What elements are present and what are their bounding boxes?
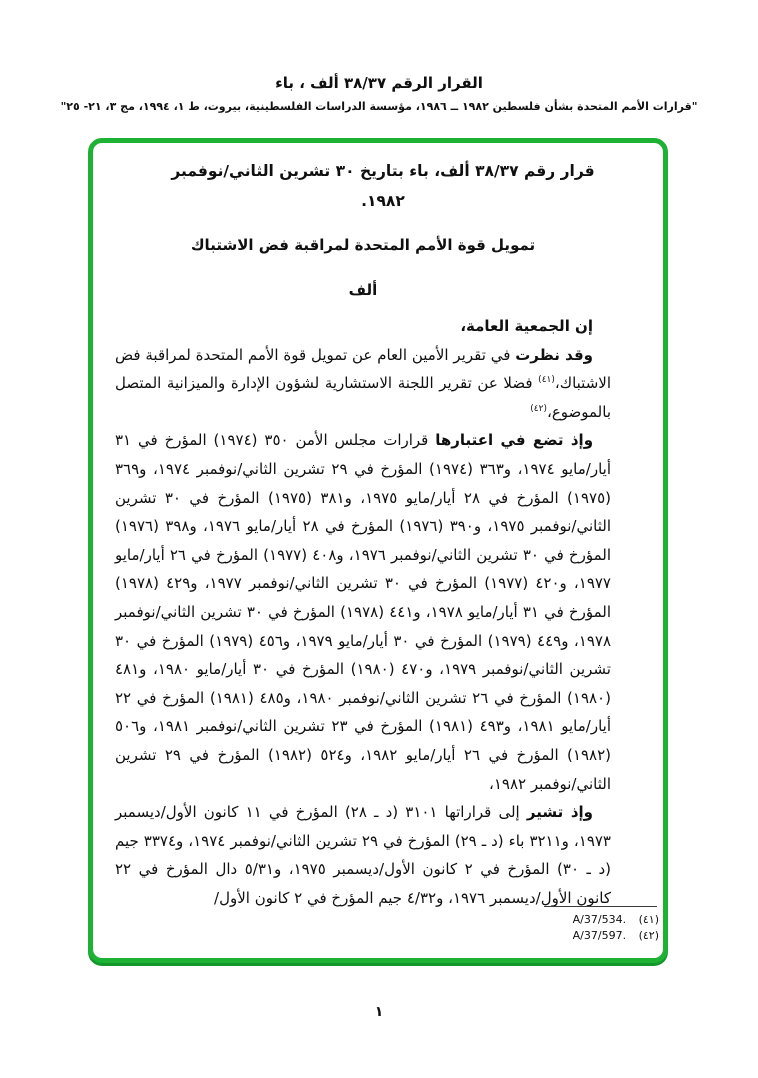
- paragraph-lead: وإذ تضع في اعتبارها: [435, 431, 594, 450]
- page-title: القرار الرقم ٣٨/٣٧ ألف ، باء: [275, 74, 483, 92]
- resolution-heading: [155, 156, 611, 216]
- source-citation: "قرارات الأمم المتحدة بشأن فلسطين ١٩٨٢ ــ ١٩٨٦، مؤسسة الدراسات الفلسطينية، بيروت، ط ١، ١٩٩٤، مج ٣، ٢١- ٢٥": [60, 100, 698, 113]
- section-label-alef: ألف: [348, 281, 378, 299]
- footnote-separator-rule: [544, 906, 657, 907]
- paragraph-having-considered: [115, 341, 611, 427]
- paragraph-text: قرارات مجلس الأمن ٣٥٠ (١٩٧٤) المؤرخ في ٣١ أيار/مايو ١٩٧٤، و٣٦٣ (١٩٧٤) المؤرخ في ٢٩ تشرين الثاني/نوفمبر ١٩٧٤، و٣٦٩ (١٩٧٥) المؤرخ في ٢٨ أيار/مايو ١٩٧٥، و٣٨١ (١٩٧٥) المؤرخ في ٣٠ تشرين الثاني/نوفمبر ١٩٧٥، و٣٩٠ (١٩٧٦) المؤرخ في ٢٨ أيار/مايو ١٩٧٦، و٣٩٨ (١٩٧٦) المؤرخ في ٣٠ تشرين الثاني/نوفمبر ١٩٧٦، و٤٠٨ (١٩٧٧) المؤرخ في ٢٦ أيار/مايو ١٩٧٧، و٤٢٠ (١٩٧٧) المؤرخ في ٣٠ تشرين الثاني/نوفمبر ١٩٧٧، و٤٢٩ (١٩٧٨) المؤرخ في ٣١ أيار/مايو ١٩٧٨، و٤٤١ (١٩٧٨) المؤرخ في ٣٠ تشرين الثاني/نوفمبر ١٩٧٨، و٤٤٩ (١٩٧٩) المؤرخ في ٣٠ أيار/مايو ١٩٧٩، و٤٥٦ (١٩٧٩) المؤرخ في ٣٠ تشرين الثاني/نوفمبر ١٩٧٩، و٤٧٠ (١٩٨٠) المؤرخ في ٣٠ أيار/مايو ١٩٨٠، و٤٨١ (١٩٨٠) المؤرخ في ٢٦ تشرين الثاني/نوفمبر ١٩٨٠، و٤٨٥ (١٩٨١) المؤرخ في ٢٢ أيار/مايو ١٩٨١، و٤٩٣ (١٩٨١) المؤرخ في ٢٣ تشرين الثاني/نوفمبر ١٩٨١، و٥٠٦ (١٩٨٢) المؤرخ في ٢٦ أيار/مايو ١٩٨٢، و٥٢٤ (١٩٨٢) المؤرخ في ٢٩ تشرين الثاني/نوفمبر ١٩٨٢،: [115, 431, 612, 793]
- paragraph-lead: وقد نظرت: [515, 345, 593, 364]
- paragraph-lead: إن الجمعية العامة،: [460, 317, 593, 335]
- footnote-number: (٤٢): [638, 928, 659, 942]
- footnote-marker-42: (٤٢): [530, 403, 547, 414]
- paragraph-recalling: [115, 798, 611, 912]
- resolution-box-content: [93, 143, 663, 958]
- paragraph-bearing-in-mind: [115, 426, 611, 798]
- paragraph-preamble-opening: [115, 312, 611, 341]
- footnote-42: [573, 928, 659, 944]
- resolution-heading-line2: ١٩٨٢.: [361, 192, 405, 210]
- paragraph-text: فضلا عن تقرير اللجنة الاستشارية لشؤون الإدارة والميزانية المتصل بالموضوع،: [115, 374, 611, 421]
- resolution-subject: تمويل قوة الأمم المتحدة لمراقبة فض الاشتباك: [190, 236, 536, 254]
- paragraph-text: في تقرير الأمين العام عن تمويل قوة الأمم المتحدة لمراقبة فض الاشتباك،: [115, 345, 611, 393]
- footnote-document-symbol: A/37/534.: [572, 913, 627, 926]
- page-number: ١: [374, 1004, 384, 1020]
- resolution-heading-line1: قرار رقم ٣٨/٣٧ ألف، باء بتاريخ ٣٠ تشرين الثاني/نوفمبر: [171, 162, 595, 180]
- footnote-number: (٤١): [638, 913, 659, 926]
- paragraph-lead: وإذ تشير: [526, 803, 593, 822]
- resolution-box: [88, 138, 668, 963]
- footnote-marker-41: (٤١): [538, 375, 555, 386]
- footnote-41: [573, 912, 659, 928]
- footnote-document-symbol: A/37/597.: [572, 928, 627, 942]
- footnotes-block: [573, 912, 659, 943]
- paragraph-text: إلى قراراتها ٣١٠١ (د ـ ٢٨) المؤرخ في ١١ كانون الأول/ديسمبر ١٩٧٣، و٣٢١١ باء (د ـ ٢٩) المؤرخ في ٢٩ تشرين الثاني/نوفمبر ١٩٧٤، و٣٣٧٤ جيم (د ـ ٣٠) المؤرخ في ٢ كانون الأول/ديسمبر ١٩٧٥، و٥/٣١ دال المؤرخ في ٢٢ كانون الأول/ديسمبر ١٩٧٦، و٤/٣٢ جيم المؤرخ في ٢ كانون الأول/: [115, 803, 612, 907]
